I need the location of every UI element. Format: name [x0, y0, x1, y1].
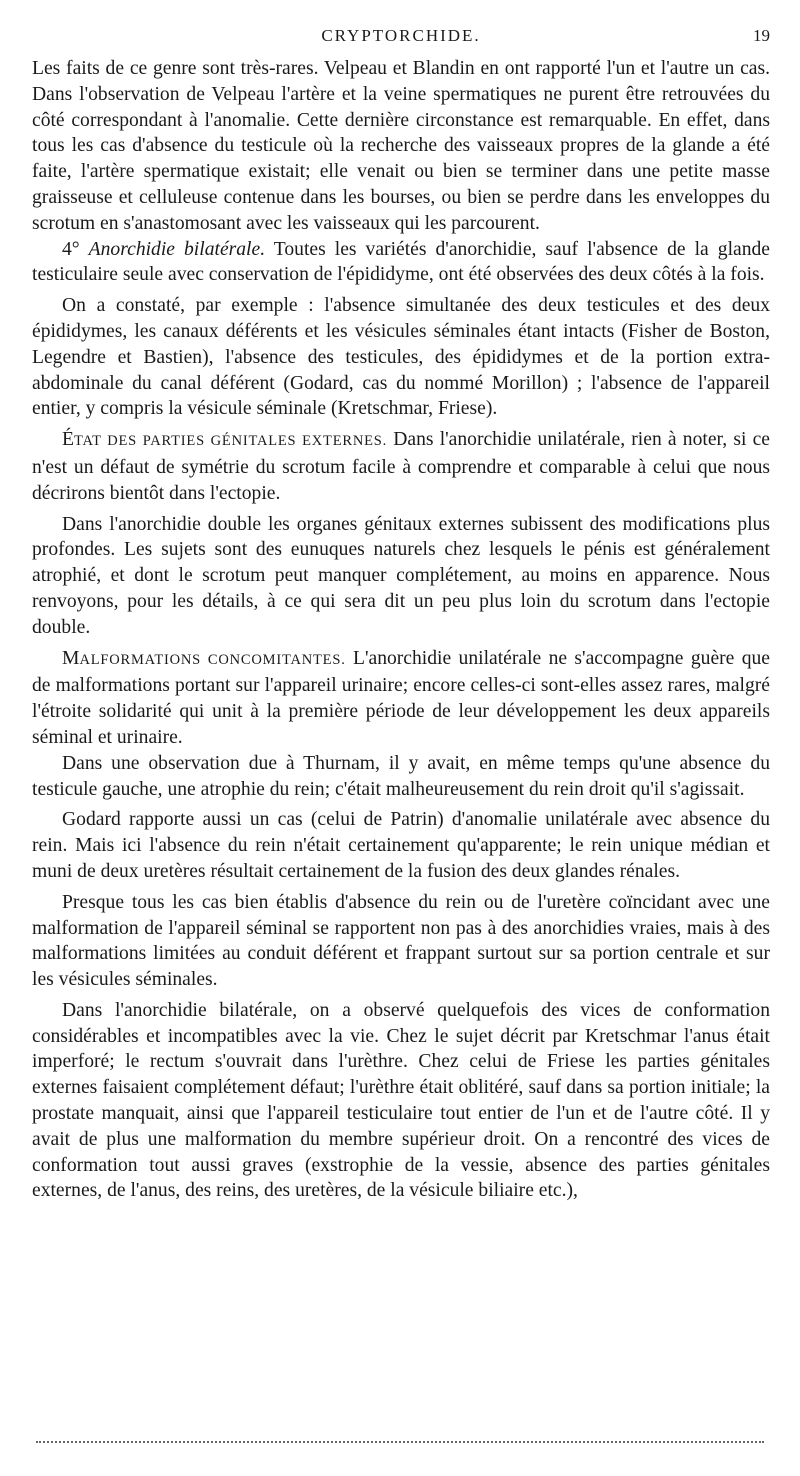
- section-heading: Anorchidie bilatérale.: [88, 238, 266, 260]
- paragraph-absence-rein: Presque tous les cas bien établis d'absence du rein ou de l'uretère coïncidant avec une malformation de l'appareil séminal se rapportent non pas à des anorchidies vraies, mais à des malformations limitées au conduit déférent et frappant surtout sur sa portion centrale et sur les vésicules séminales.: [32, 891, 770, 991]
- paragraph-text: L'anorchidie unilatérale ne s'accompagne guère que de malformations portant sur l'appareil urinaire; encore celles-ci sont-elles assez rares, malgré l'étroite solidarité qui unit à la première période de leur développement les deux appareils séminal et urinaire.: [32, 647, 771, 748]
- section-number: 4°: [62, 238, 89, 260]
- footnote-separator: [36, 1441, 764, 1443]
- paragraph-etat-parties-genitales: [32, 427, 770, 506]
- paragraph-thurnam: Dans une observation due à Thurnam, il y avait, en même temps qu'une absence du testicule gauche, une atrophie du rein; c'était malheureusement du rein droit qu'il s'agissait.: [32, 752, 770, 800]
- paragraph-text: Dans l'anorchidie unilatérale, rien à noter, si ce n'est un défaut de symétrie du scrotum facile à comprendre et comparable à celui que nous décrirons bientôt dans l'ectopie.: [32, 429, 770, 504]
- page-body: [32, 26, 770, 1204]
- section-heading-small-caps: TAT DES PARTIES GÉNITALES EXTERNES.: [73, 433, 388, 450]
- running-head: [32, 26, 770, 50]
- paragraph-text: Toutes les variétés d'anorchidie, sauf l'absence de la glande testiculaire seule avec conservation de l'épididyme, ont été observées des deux côtés à la fois.: [32, 238, 771, 286]
- paragraph-anorchidie-bilaterale-vices: Dans l'anorchidie bilatérale, on a observé quelquefois des vices de conformation considérables et incompatibles avec la vie. Chez le sujet décrit par Kretschmar l'anus était imperforé; le rectum s'ouvrait dans l'urèthre. Chez celui de Friese les parties génitales externes faisaient complétement défaut; l'urèthre était oblitéré, sauf dans sa portion initiale; la prostate manquait, ainsi que l'appareil testiculaire tout entier de l'un et de l'autre côté. Il y avait de plus une malformation du membre supérieur droit. On a rencontré des vices de conformation tout aussi graves (exstrophie de la vessie, absence des parties génitales externes, de l'anus, des reins, des uretères, de la vésicule biliaire etc.),: [32, 999, 770, 1202]
- paragraph-cas-constates: On a constaté, par exemple : l'absence simultanée des deux testicules et des deux épididymes, les canaux déférents et les vésicules séminales étant intacts (Fisher de Boston, Legendre et Bastien), l'absence des testicules, des épididymes et de la portion extra-abdominale du canal déférent (Godard, cas du nommé Morillon) ; l'absence de l'appareil entier, y compris la vésicule séminale (Kretschmar, Friese).: [32, 295, 770, 420]
- paragraph-malformations-concomitantes: [32, 646, 770, 751]
- paragraph-velpeau-blandin: Les faits de ce genre sont très-rares. Velpeau et Blandin en ont rapporté l'un et l'autre un cas. Dans l'observation de Velpeau l'artère et la veine spermatiques ne purent être retrouvées du côté correspondant à l'anomalie. Cette dernière circonstance est remarquable. En effet, dans tous les cas d'absence du testicule où la recherche des vaisseaux propres de la glande a été faite, l'artère spermatique existait; elle venait ou bien se terminer dans une petite masse graisseuse et celluleuse contenue dans les bourses, ou bien se perdre dans les enveloppes du scrotum en s'anastomosant avec les vaisseaux qui les parcourent.: [32, 58, 770, 234]
- section-heading-small-caps: ALFORMATIONS CONCOMITANTES.: [79, 651, 346, 668]
- paragraph-anorchidie-bilaterale: [32, 237, 770, 289]
- paragraph-godard-patrin: Godard rapporte aussi un cas (celui de Patrin) d'anomalie unilatérale avec absence du rein. Mais ici l'absence du rein n'était certainement qu'apparente; le rein unique médian et muni de deux uretères résultait certainement de la fusion des deux glandes rénales.: [32, 809, 770, 882]
- section-heading-lead: É: [62, 429, 74, 451]
- page-number: 19: [753, 26, 770, 45]
- paragraph-anorchidie-double: Dans l'anorchidie double les organes génitaux externes subissent des modifications plus profondes. Les sujets sont des eunuques naturels chez lesquels le pénis est généralement atrophié, et dont le scrotum peut manquer complétement, au moins en apparence. Nous renvoyons, pour les détails, à ce qui sera dit un peu plus loin du scrotum dans l'ectopie double.: [32, 513, 770, 638]
- section-heading-lead: M: [62, 647, 80, 669]
- running-title: CRYPTORCHIDE.: [321, 26, 481, 45]
